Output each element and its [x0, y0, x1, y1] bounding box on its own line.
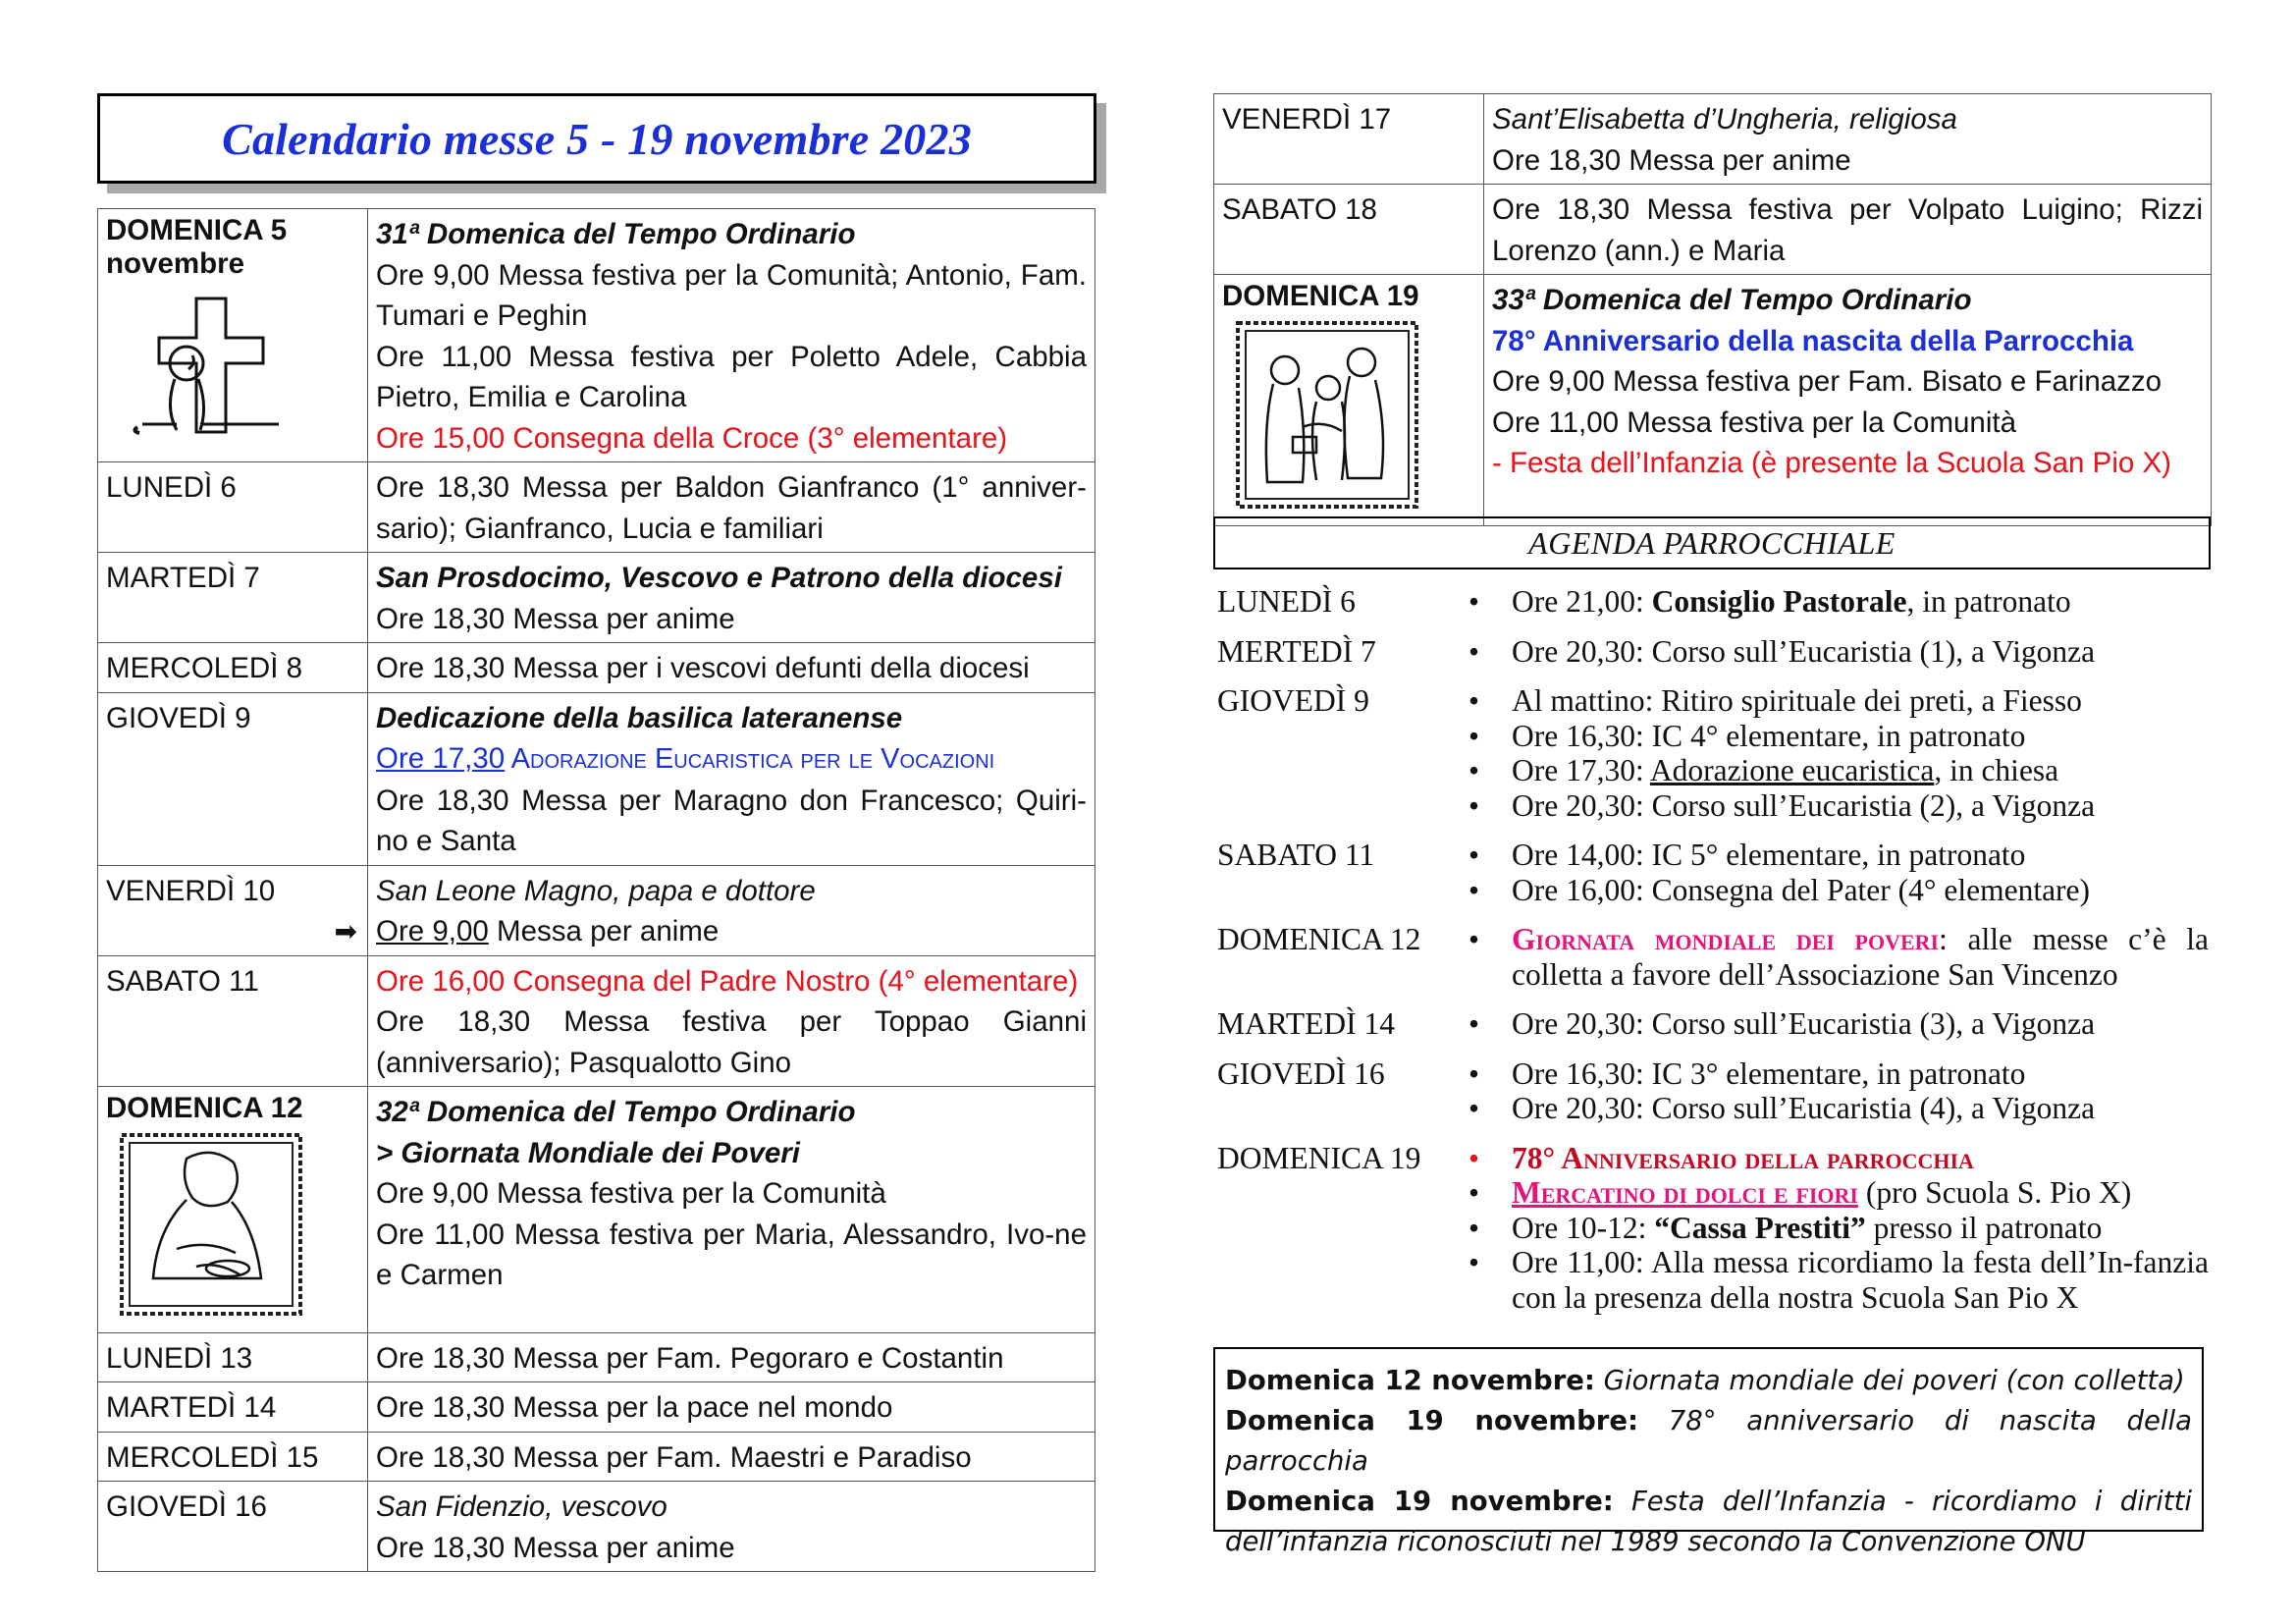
agenda-item	[1463, 634, 2209, 670]
agenda-heading-box	[1213, 516, 2211, 569]
agenda-item-highlight: Giornata mondiale dei poveri	[1512, 922, 1940, 956]
agenda-items	[1463, 634, 2209, 670]
agenda-item	[1463, 873, 2209, 908]
note-text: Festa dell’Infanzia - ricordiamo i diritti dell’infanzia riconosciuti nel 1989 secondo la Convenzione ONU	[1225, 1486, 2193, 1557]
agenda-item	[1463, 922, 2209, 992]
calendar-entry-line: Ore 18,30 Messa per Maragno don Francesco; Quiri-no e Santa	[376, 784, 1087, 857]
calendar-entry-line: San Fidenzio, vescovo	[376, 1490, 667, 1523]
calendar-entry-line: - Festa dell’Infanzia (è presente la Scuola San Pio X)	[1492, 447, 2171, 479]
agenda-items	[1463, 683, 2209, 823]
agenda-item-text: Ore 20,30: Corso sull’Eucaristia (3), a Vigonza	[1512, 1006, 2096, 1041]
calendar-day-cell	[1214, 275, 1484, 526]
agenda-item-text: presso il patronato	[1865, 1210, 2103, 1245]
calendar-row	[98, 1087, 1095, 1333]
calendar-row	[98, 692, 1095, 865]
calendar-day-label: VENERDÌ 10	[106, 874, 276, 907]
note-date: Domenica 12 novembre:	[1225, 1365, 1595, 1396]
calendar-day-cell	[98, 955, 368, 1087]
agenda-day: DOMENICA 19	[1217, 1140, 1421, 1175]
calendar-day-cell	[1214, 185, 1484, 275]
agenda-item	[1463, 753, 2209, 788]
agenda-row	[1217, 1056, 2209, 1126]
calendar-entry-line: Ore 16,00 Consegna del Padre Nostro (4° elementare)	[376, 964, 1079, 998]
agenda-item	[1463, 719, 2209, 754]
calendar-table-right	[1213, 93, 2212, 526]
agenda-item-text: Ore 16,00: Consegna del Pater (4° elementare)	[1512, 872, 2091, 907]
agenda-day: GIOVEDÌ 16	[1217, 1056, 1385, 1091]
calendar-row	[98, 1382, 1095, 1433]
agenda-item	[1463, 683, 2209, 719]
agenda-item-text: Ore 17,30:	[1512, 753, 1650, 787]
agenda-item	[1463, 1175, 2209, 1211]
agenda-item-text: Ore 11,00: Alla messa ricordiamo la festa dell’In-fanzia con la presenza della nostra Scuola San Pio X	[1512, 1245, 2209, 1315]
agenda-item-anniversary: 78° Anniversario della parrocchia	[1512, 1140, 1974, 1175]
calendar-entries-cell	[368, 462, 1095, 553]
agenda-items	[1463, 922, 2209, 992]
calendar-entries-cell	[368, 865, 1095, 955]
agenda-item	[1463, 788, 2209, 824]
agenda-item-text: Ore 10-12:	[1512, 1210, 1655, 1245]
adoration-time: Ore 17,30	[376, 742, 506, 775]
calendar-day-cell	[98, 1382, 368, 1433]
calendar-day-cell	[98, 209, 368, 462]
page-title-box	[97, 93, 1096, 184]
agenda-row	[1217, 1141, 2209, 1316]
adoration-label: Adorazione Eucaristica per le Vocazioni	[505, 743, 995, 775]
agenda-day: DOMENICA 12	[1217, 922, 1421, 956]
calendar-day-label: DOMENICA 12	[106, 1092, 303, 1124]
agenda-list	[1217, 584, 2209, 1329]
calendar-entries-cell	[368, 955, 1095, 1087]
calendar-entries-cell	[368, 1432, 1095, 1482]
agenda-item	[1463, 1056, 2209, 1092]
agenda-item	[1463, 1006, 2209, 1042]
calendar-entries-cell	[368, 1332, 1095, 1382]
note-line	[1225, 1401, 2192, 1482]
calendar-entries-cell	[1484, 185, 2212, 275]
calendar-entry-line: Ore 18,30 Messa per anime	[376, 1531, 735, 1564]
calendar-day-cell	[98, 1332, 368, 1382]
note-text: Giornata mondiale dei poveri (con colletta)	[1594, 1365, 2185, 1396]
agenda-items	[1463, 838, 2209, 907]
calendar-day-label: MARTEDÌ 7	[106, 562, 260, 594]
calendar-entry-line: Ore 9,00 Messa festiva per la Comunità; Antonio, Fam. Tumari e Peghin	[376, 258, 1087, 332]
calendar-entry-line: > Giornata Mondiale dei Poveri	[376, 1136, 800, 1169]
calendar-entry-line: Ore 9,00 Messa festiva per la Comunità	[376, 1177, 886, 1210]
agenda-item-text: Ore 14,00: IC 5° elementare, in patronato	[1512, 838, 2026, 872]
agenda-row	[1217, 1006, 2209, 1042]
agenda-day: MARTEDÌ 14	[1217, 1006, 1395, 1041]
calendar-entry-line: Ore 11,00 Messa festiva per la Comunità	[1492, 406, 2016, 439]
note-line	[1225, 1361, 2192, 1401]
calendar-entries-cell	[368, 209, 1095, 462]
calendar-table-left	[97, 208, 1095, 1572]
agenda-item	[1463, 1245, 2209, 1315]
calendar-entry-line: Ore 18,30 Messa per Fam. Maestri e Paradiso	[376, 1440, 972, 1474]
page-title: Calendario messe 5 - 19 novembre 2023	[222, 113, 972, 164]
agenda-row	[1217, 584, 2209, 620]
note-date: Domenica 19 novembre:	[1225, 1486, 1614, 1517]
poor-woman-illustration	[118, 1131, 359, 1329]
note-date: Domenica 19 novembre:	[1225, 1405, 1638, 1436]
calendar-entry-line: Ore 18,30 Messa per anime	[376, 602, 735, 635]
calendar-entry-line: Sant’Elisabetta d’Ungheria, religiosa	[1492, 103, 1957, 135]
calendar-entries-cell	[1484, 94, 2212, 185]
calendar-day-cell	[98, 643, 368, 693]
calendar-entry-line	[376, 738, 1087, 781]
calendar-day-cell	[98, 1087, 368, 1333]
agenda-item-text: Ore 21,00:	[1512, 584, 1652, 619]
calendar-entry-line: San Leone Magno, papa e dottore	[376, 874, 816, 907]
agenda-row	[1217, 922, 2209, 992]
calendar-entry-line: Ore 18,30 Messa festiva per Volpato Luigino; Rizzi Lorenzo (ann.) e Maria	[1492, 193, 2203, 267]
calendar-row	[1214, 94, 2212, 185]
calendar-row	[98, 553, 1095, 643]
calendar-entry-line: Ore 18,30 Messa per la pace nel mondo	[376, 1391, 893, 1424]
calendar-entry-line: 78° Anniversario della nascita della Parrocchia	[1492, 324, 2134, 357]
calendar-day-label: SABATO 11	[106, 964, 259, 998]
calendar-day-cell	[98, 1432, 368, 1482]
calendar-day-sublabel: novembre	[106, 247, 244, 280]
calendar-entries-cell	[368, 553, 1095, 643]
agenda-item-text: , in chiesa	[1934, 753, 2059, 787]
calendar-entry-line: Ore 15,00 Consegna della Croce (3° elementare)	[376, 421, 1008, 455]
agenda-day: SABATO 11	[1217, 838, 1375, 872]
calendar-entry-line: Ore 18,30 Messa per anime	[1492, 143, 1851, 177]
calendar-day-cell	[98, 1482, 368, 1572]
calendar-day-label: MERCOLEDÌ 8	[106, 652, 302, 684]
agenda-item-text: Ore 16,30: IC 4° elementare, in patronato	[1512, 718, 2026, 753]
calendar-entry-line: Ore 18,30 Messa per Baldon Gianfranco (1° anniver-sario); Gianfranco, Lucia e familiari	[376, 471, 1087, 545]
calendar-row	[98, 1482, 1095, 1572]
calendar-day-cell	[1214, 94, 1484, 185]
calendar-day-label: LUNEDÌ 6	[106, 471, 237, 504]
agenda-item	[1463, 584, 2209, 620]
calendar-entries-cell	[368, 643, 1095, 693]
agenda-items	[1463, 1056, 2209, 1126]
agenda-items	[1463, 584, 2209, 620]
agenda-item	[1463, 1141, 2209, 1176]
calendar-entries-cell	[368, 1087, 1095, 1333]
notes-box	[1213, 1347, 2204, 1557]
agenda-item-text: , in patronato	[1906, 584, 2071, 619]
calendar-day-cell	[98, 692, 368, 865]
entry-text: Messa per anime	[488, 915, 720, 947]
calendar-row	[98, 209, 1095, 462]
calendar-entry-line: Ore 11,00 Messa festiva per Maria, Alessandro, Ivo-ne e Carmen	[376, 1218, 1087, 1291]
agenda-item	[1463, 1091, 2209, 1126]
agenda-item-text: Ore 20,30: Corso sull’Eucaristia (2), a Vigonza	[1512, 787, 2096, 823]
agenda-item-bold: “Cassa Prestiti”	[1654, 1210, 1866, 1245]
agenda-item-text: Ore 20,30: Corso sull’Eucaristia (1), a Vigonza	[1512, 633, 2096, 669]
calendar-day-label: MERCOLEDÌ 15	[106, 1440, 319, 1474]
agenda-item-text: (pro Scuola S. Pio X)	[1857, 1175, 2132, 1210]
calendar-day-label: SABATO 18	[1222, 193, 1377, 226]
calendar-day-label: VENERDÌ 17	[1222, 103, 1392, 135]
calendar-entries-cell	[1484, 275, 2212, 526]
calendar-entries-cell	[368, 1482, 1095, 1572]
agenda-item-text: Ore 20,30: Corso sull’Eucaristia (4), a Vigonza	[1512, 1091, 2096, 1125]
agenda-item-text: Ore 16,30: IC 3° elementare, in patronato	[1512, 1056, 2026, 1091]
calendar-entry-line: Ore 18,30 Messa per Fam. Pegoraro e Costantin	[376, 1341, 1004, 1375]
calendar-entry-line: Ore 9,00 Messa festiva per Fam. Bisato e Farinazzo	[1492, 365, 2163, 398]
note-line	[1225, 1482, 2192, 1562]
calendar-entry-line	[376, 911, 1087, 952]
calendar-row	[98, 462, 1095, 553]
agenda-row	[1217, 683, 2209, 823]
calendar-entry-line: 31ª Domenica del Tempo Ordinario	[376, 218, 856, 250]
calendar-day-label: DOMENICA 19	[1222, 280, 1419, 312]
calendar-entry-line: 32ª Domenica del Tempo Ordinario	[376, 1096, 856, 1128]
calendar-day-label: GIOVEDÌ 16	[106, 1490, 267, 1523]
agenda-item	[1463, 1211, 2209, 1246]
calendar-row	[98, 955, 1095, 1087]
agenda-item-text: : alle messe c’è la colletta a favore dell’Associazione San Vincenzo	[1512, 922, 2209, 992]
calendar-day-label: LUNEDÌ 13	[106, 1341, 253, 1375]
agenda-row	[1217, 634, 2209, 670]
calendar-row	[98, 1432, 1095, 1482]
agenda-heading: AGENDA PARROCCHIALE	[1528, 524, 1896, 561]
agenda-item-bold: Consiglio Pastorale	[1651, 584, 1907, 619]
calendar-row	[1214, 275, 2212, 526]
calendar-row	[1214, 185, 2212, 275]
agenda-items	[1463, 1141, 2209, 1316]
calendar-entry-line: 33ª Domenica del Tempo Ordinario	[1492, 284, 1972, 316]
calendar-entries-cell	[368, 692, 1095, 865]
calendar-day-cell	[98, 553, 368, 643]
calendar-day-label: DOMENICA 5	[106, 214, 288, 246]
agenda-item	[1463, 838, 2209, 873]
agenda-day: GIOVEDÌ 9	[1217, 683, 1369, 718]
agenda-row	[1217, 838, 2209, 907]
agenda-day: LUNEDÌ 6	[1217, 584, 1356, 619]
calendar-row	[98, 643, 1095, 693]
calendar-entry-line: Ore 11,00 Messa festiva per Poletto Adele, Cabbia Pietro, Emilia e Carolina	[376, 340, 1087, 413]
agenda-item-underlined: Adorazione eucaristica	[1649, 753, 1935, 787]
calendar-row	[98, 1332, 1095, 1382]
agenda-day: MERTEDÌ 7	[1217, 633, 1376, 669]
calendar-entry-line: Ore 18,30 Messa per i vescovi defunti della diocesi	[376, 652, 1030, 684]
calendar-day-label: MARTEDÌ 14	[106, 1391, 277, 1424]
underlined-time: Ore 9,00	[376, 915, 489, 947]
calendar-day-label: GIOVEDÌ 9	[106, 701, 251, 734]
cross-child-illustration	[118, 287, 359, 456]
note-text: 78° anniversario di nascita della parrocchia	[1225, 1405, 2193, 1477]
calendar-entry-line: Dedicazione della basilica lateranense	[376, 701, 903, 734]
calendar-day-cell	[98, 865, 368, 955]
agenda-item-market: Mercatino di dolci e fiori	[1512, 1175, 1858, 1210]
calendar-row	[98, 865, 1095, 955]
agenda-item-text: Al mattino: Ritiro spirituale dei preti, a Fiesso	[1512, 683, 2082, 718]
arrow-right-icon: ➡	[334, 916, 357, 947]
calendar-entry-line: Ore 18,30 Messa festiva per Toppao Gianni (anniversario); Pasqualotto Gino	[376, 1005, 1087, 1079]
calendar-entries-cell	[368, 1382, 1095, 1433]
calendar-day-cell	[98, 462, 368, 553]
agenda-items	[1463, 1006, 2209, 1042]
calendar-entry-line: San Prosdocimo, Vescovo e Patrono della diocesi	[376, 562, 1062, 594]
people-illustration	[1234, 319, 1475, 522]
